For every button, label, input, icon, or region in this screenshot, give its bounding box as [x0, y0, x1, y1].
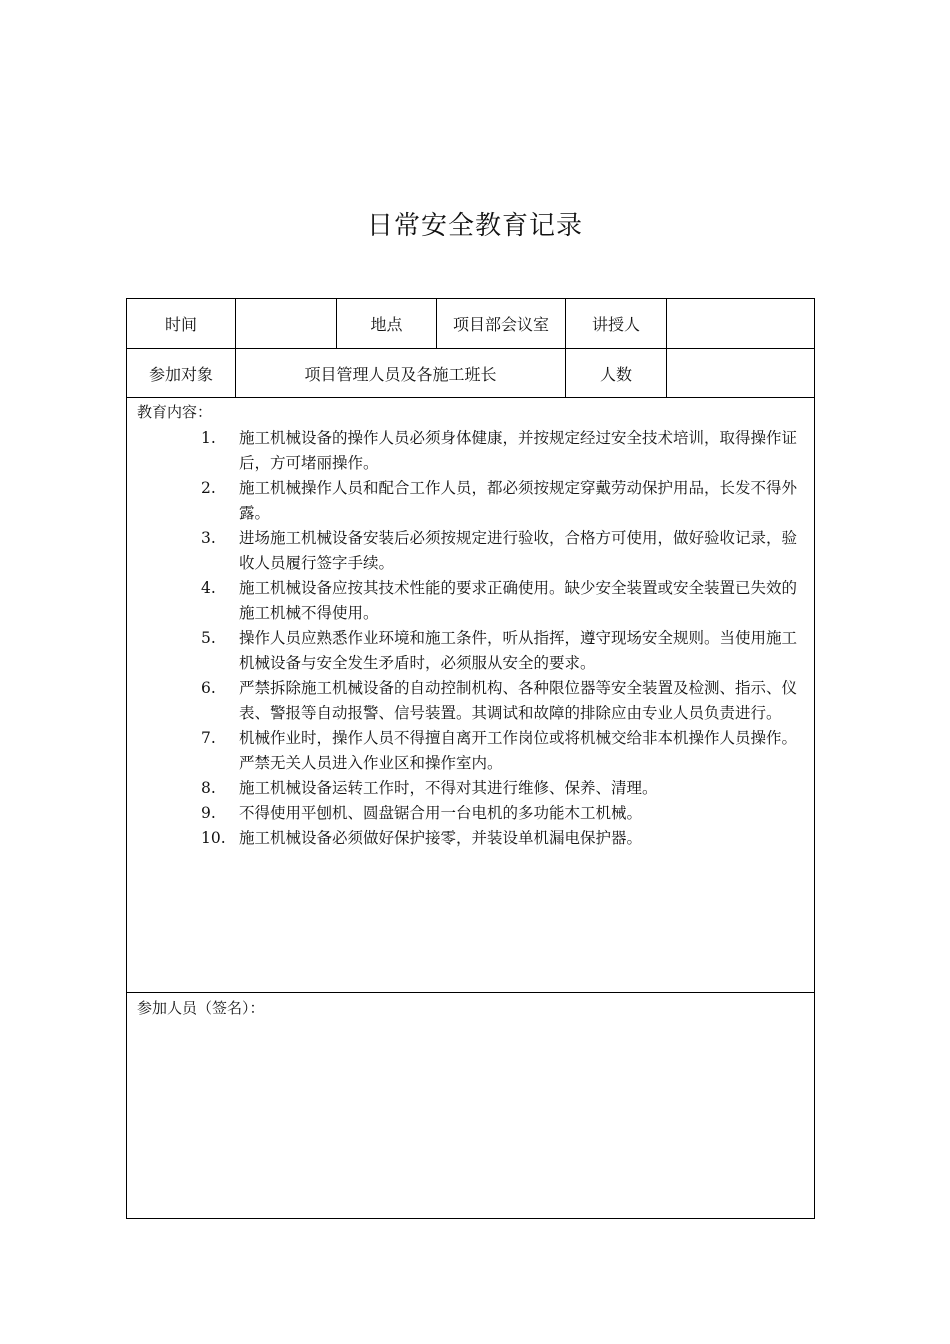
list-item: 9. 不得使用平刨机、圆盘锯合用一台电机的多功能木工机械。	[201, 804, 643, 822]
place-label: 地点	[337, 299, 437, 348]
signature-section[interactable]	[127, 993, 814, 1218]
record-form	[126, 298, 815, 1219]
count-label: 人数	[566, 349, 667, 397]
education-content-section	[127, 398, 814, 993]
list-item: 8. 施工机械设备运转工作时，不得对其进行维修、保养、清理。	[201, 779, 658, 797]
list-item: 7. 机械作业时，操作人员不得擅自离开工作岗位或将机械交给非本机操作人员操作。严禁无关人员进入作业区和操作室内。	[201, 729, 798, 772]
participants-label: 参加对象	[127, 349, 236, 397]
list-item: 4. 施工机械设备应按其技术性能的要求正确使用。缺少安全装置或安全装置已失效的施工机械不得使用。	[201, 579, 798, 622]
list-item: 5. 操作人员应熟悉作业环境和施工条件，听从指挥，遵守现场安全规则。当使用施工机械设备与安全发生矛盾时，必须服从安全的要求。	[201, 629, 798, 672]
list-item: 6. 严禁拆除施工机械设备的自动控制机构、各种限位器等安全装置及检测、指示、仪表、警报等自动报警、信号装置。其调试和故障的排除应由专业人员负责进行。	[201, 679, 798, 722]
info-row-2	[127, 349, 814, 398]
place-value[interactable]: 项目部会议室	[437, 299, 566, 348]
signature-label: 参加人员（签名）：	[137, 999, 265, 1017]
list-item: 3. 进场施工机械设备安装后必须按规定进行验收，合格方可使用，做好验收记录，验收人员履行签字手续。	[201, 529, 798, 572]
document-title: 日常安全教育记录	[366, 211, 583, 241]
time-value[interactable]	[236, 299, 337, 348]
education-content-label: 教育内容：	[137, 403, 213, 421]
list-item: 1. 施工机械设备的操作人员必须身体健康，并按规定经过安全技术培训，取得操作证后，方可堵丽操作。	[201, 429, 798, 472]
time-label: 时间	[127, 299, 236, 348]
lecturer-value[interactable]	[667, 299, 814, 348]
participants-value[interactable]: 项目管理人员及各施工班长	[236, 349, 566, 397]
count-value[interactable]	[667, 349, 814, 397]
lecturer-label: 讲授人	[566, 299, 667, 348]
info-row-1	[127, 299, 814, 349]
list-item: 10. 施工机械设备必须做好保护接零，并装设单机漏电保护器。	[201, 829, 643, 847]
list-item: 2. 施工机械操作人员和配合工作人员，都必须按规定穿戴劳动保护用品，长发不得外露。	[201, 479, 798, 522]
education-items-list	[201, 426, 811, 851]
